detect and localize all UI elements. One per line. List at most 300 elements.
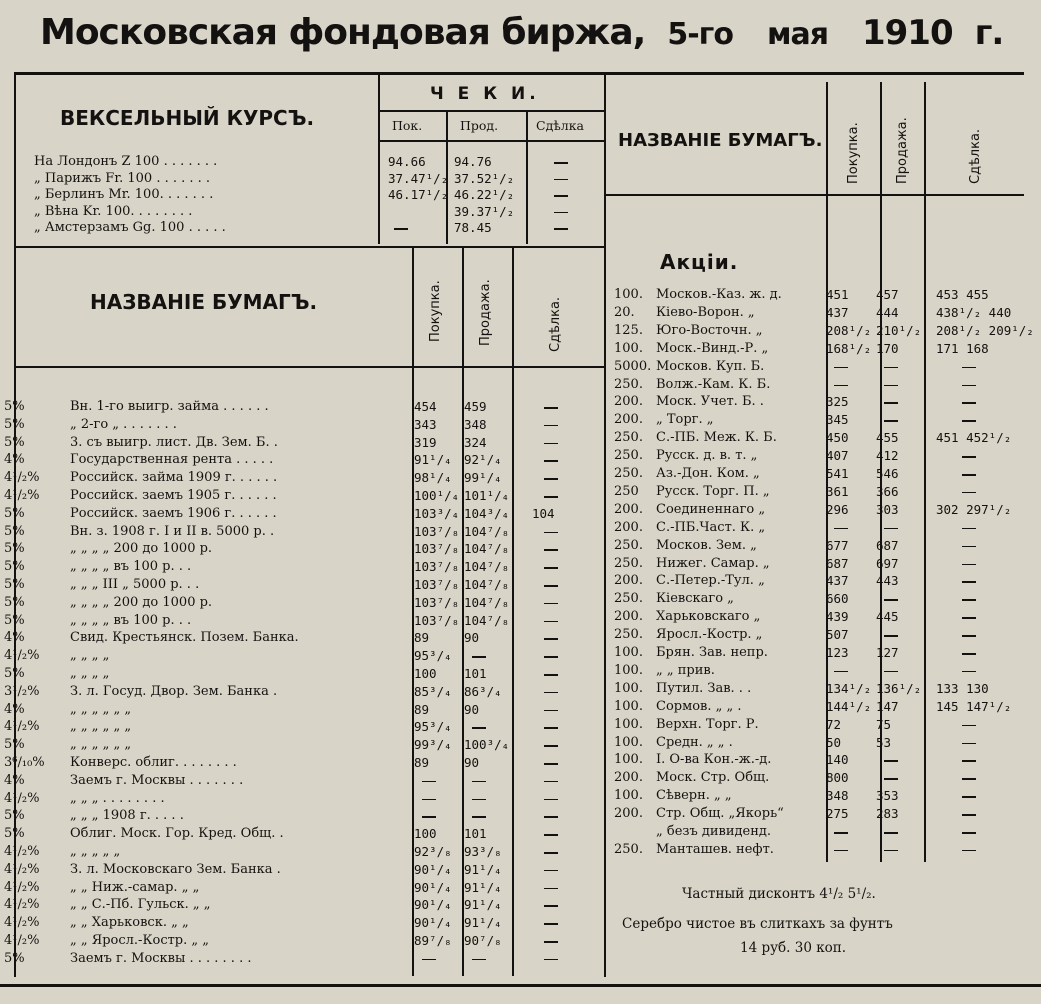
shares-row-name: Кіево-Ворон. „ bbox=[656, 304, 755, 320]
bonds-row-name: „ „ „ „ 200 до 1000 р. bbox=[70, 541, 213, 557]
shares-section-title: Акціи. bbox=[660, 250, 739, 274]
shares-row-name: Русск. д. в. т. „ bbox=[656, 448, 758, 464]
bonds-row-deal-dash bbox=[544, 727, 558, 729]
bonds-row-buy-dash bbox=[422, 816, 436, 818]
bonds-row-sell: 101¹/₄ bbox=[464, 488, 510, 503]
shares-row bbox=[606, 287, 1036, 302]
bonds-row-rate: 5% bbox=[4, 808, 25, 824]
shares-row-deal-dash bbox=[962, 760, 976, 762]
bonds-row-deal-dash bbox=[544, 674, 558, 676]
shares-row-name: „ „ прив. bbox=[656, 662, 715, 678]
shares-row-sell: 136¹/₂ bbox=[876, 680, 922, 696]
shares-row-sell-dash bbox=[884, 850, 898, 852]
shares-row-buy-dash bbox=[834, 850, 848, 852]
bonds-row-deal-dash bbox=[544, 888, 558, 890]
shares-row-sell: 445 bbox=[876, 609, 899, 625]
shares-row-sell: 455 bbox=[876, 430, 899, 446]
bonds-row-rate: 5% bbox=[4, 523, 25, 539]
bonds-row bbox=[4, 701, 604, 717]
bonds-row bbox=[4, 933, 604, 948]
bonds-row bbox=[4, 559, 604, 575]
shares-row bbox=[606, 645, 1036, 660]
shares-row-deal: 208¹/₂ 209¹/₂ bbox=[936, 322, 1034, 338]
bonds-row-buy: 103⁷/₈ bbox=[414, 612, 460, 628]
shares-col-deal: Сдѣлка. bbox=[968, 128, 983, 184]
shares-row-deal: 171 168 bbox=[936, 340, 989, 356]
shares-row bbox=[606, 466, 1036, 481]
bonds-row-name: „ „ Ниж.-самар. „ „ bbox=[70, 879, 200, 895]
shares-row-deal-dash bbox=[962, 635, 976, 637]
shares-row-buy: 348 bbox=[826, 788, 849, 804]
bonds-row-name: З. л. Госуд. Двор. Зем. Банка . bbox=[70, 683, 278, 699]
bonds-row-sell: 86³/₄ bbox=[464, 683, 502, 699]
bonds-row-deal-dash bbox=[544, 692, 558, 694]
shares-row-sell: 127 bbox=[876, 645, 899, 660]
bonds-row-deal: 104 bbox=[532, 505, 555, 521]
bonds-row-name: Вн. 1-го выигр. займа . . . . . . bbox=[70, 399, 269, 414]
shares-row-deal-dash bbox=[962, 671, 976, 673]
shares-row-nominal: 20. bbox=[614, 304, 635, 320]
shares-row-sell: 353 bbox=[876, 788, 899, 804]
bonds-row-sell: 90 bbox=[464, 755, 480, 770]
bonds-row-rate: 5% bbox=[4, 505, 25, 521]
bonds-row-sell: 104⁷/₈ bbox=[464, 612, 510, 628]
shares-row-nominal: 100. bbox=[614, 716, 643, 732]
bonds-row-buy: 92³/₈ bbox=[414, 844, 452, 859]
bills-row-buy: 37.47¹/₂ bbox=[388, 170, 449, 186]
shares-row-deal-dash bbox=[962, 617, 976, 619]
bonds-row-name: „ „ Яросл.-Костр. „ „ bbox=[70, 933, 209, 948]
bonds-row-buy: 91¹/₄ bbox=[414, 452, 452, 468]
bonds-row-name: Свид. Крестьянск. Позем. Банка. bbox=[70, 630, 299, 646]
bills-table bbox=[16, 154, 604, 246]
shares-row-buy: 325 bbox=[826, 394, 849, 410]
bonds-row-rate: 4¹/₂% bbox=[4, 897, 40, 913]
bonds-row-sell: 348 bbox=[464, 416, 487, 432]
shares-row-name: Аз.-Дон. Ком. „ bbox=[656, 466, 760, 481]
bonds-row-sell: 91¹/₄ bbox=[464, 861, 502, 877]
bonds-row-rate: 5% bbox=[4, 950, 25, 966]
bonds-row-buy: 89 bbox=[414, 755, 430, 770]
shares-row-name: Яросл.-Костр. „ bbox=[656, 627, 763, 643]
bonds-row-deal-dash bbox=[544, 834, 558, 836]
shares-row-deal: 133 130 bbox=[936, 680, 989, 696]
bonds-row-rate: 4% bbox=[4, 772, 25, 788]
shares-row-buy: 134¹/₂ bbox=[826, 680, 872, 696]
shares-row-deal: 438¹/₂ 440 bbox=[936, 304, 1012, 320]
shares-row-buy: 296 bbox=[826, 501, 849, 517]
shares-row-nominal: 200. bbox=[614, 573, 643, 589]
bonds-row-sell: 99¹/₄ bbox=[464, 470, 502, 486]
bonds-header-rule bbox=[14, 366, 604, 368]
bonds-row bbox=[4, 399, 604, 414]
shares-row-name: Путил. Зав. . . bbox=[656, 680, 752, 696]
bonds-row-rate: 4% bbox=[4, 701, 25, 717]
bills-row-name: „ Вѣна Kr. 100. . . . . . . . bbox=[34, 203, 193, 219]
shares-row-sell: 53 bbox=[876, 734, 892, 750]
bonds-row-buy: 89 bbox=[414, 701, 430, 717]
bonds-row-name: „ „ „ „ въ 100 р. . . bbox=[70, 559, 192, 575]
shares-row-buy: 275 bbox=[826, 806, 849, 822]
bonds-row-name: „ „ Харьковск. „ „ bbox=[70, 915, 189, 931]
shares-row-name: Моск. Стр. Общ. bbox=[656, 770, 770, 786]
shares-col-sell: Продажа. bbox=[895, 117, 910, 184]
bonds-row-sell: 324 bbox=[464, 434, 487, 450]
bonds-row-deal-dash bbox=[544, 870, 558, 872]
shares-row-buy: 72 bbox=[826, 716, 842, 732]
bonds-row-buy: 89 bbox=[414, 630, 430, 646]
bonds-row bbox=[4, 844, 604, 859]
bonds-row bbox=[4, 648, 604, 664]
bonds-row bbox=[4, 861, 604, 877]
shares-row-buy-dash bbox=[834, 367, 848, 369]
shares-row bbox=[606, 341, 1036, 356]
bonds-row-rate: 5% bbox=[4, 434, 25, 450]
shares-row-nominal: 100. bbox=[614, 752, 643, 768]
bonds-row-sell-dash bbox=[472, 656, 486, 658]
bonds-col-buy: Покупка. bbox=[428, 280, 443, 342]
shares-row-deal-dash bbox=[962, 832, 976, 834]
bonds-row-name: „ „ „ „ 200 до 1000 р. bbox=[70, 594, 213, 610]
shares-row-deal-dash bbox=[962, 850, 976, 852]
shares-row bbox=[606, 448, 1036, 463]
shares-row-name: С.-Петер.-Тул. „ bbox=[656, 573, 765, 589]
shares-row bbox=[606, 717, 1036, 732]
header-day: 5-го bbox=[667, 17, 733, 52]
header-month: мая bbox=[766, 17, 828, 52]
bonds-row-name: „ „ „ „ „ bbox=[70, 844, 121, 859]
shares-row-sell: 444 bbox=[876, 304, 899, 320]
bonds-row-sell: 90 bbox=[464, 630, 480, 646]
shares-row-nominal: 250. bbox=[614, 466, 643, 481]
bonds-row bbox=[4, 416, 604, 432]
bills-row-sell: 78.45 bbox=[454, 220, 492, 235]
shares-row-buy: 507 bbox=[826, 627, 849, 643]
bills-row bbox=[16, 171, 604, 186]
shares-row bbox=[606, 377, 1036, 392]
bonds-row-deal-dash bbox=[544, 763, 558, 765]
bonds-row-buy-dash bbox=[422, 781, 436, 783]
bonds-row-buy: 90¹/₄ bbox=[414, 897, 452, 913]
bonds-row bbox=[4, 577, 604, 592]
shares-row-sell: 546 bbox=[876, 466, 899, 481]
bonds-row-deal-dash bbox=[544, 638, 558, 640]
bonds-row-deal-dash bbox=[544, 816, 558, 818]
shares-row bbox=[606, 556, 1036, 571]
shares-row-name: Волж.-Кам. К. Б. bbox=[656, 376, 771, 392]
shares-row-nominal: 250. bbox=[614, 430, 643, 446]
bonds-row-name: „ „ „ III „ 5000 р. . . bbox=[70, 577, 200, 592]
shares-row bbox=[606, 806, 1036, 821]
bonds-row-deal-dash bbox=[544, 407, 558, 409]
shares-row-name: С.-ПБ.Част. К. „ bbox=[656, 519, 766, 535]
shares-row-buy: 450 bbox=[826, 430, 849, 446]
shares-row-nominal: 250. bbox=[614, 448, 643, 464]
bonds-row-deal-dash bbox=[544, 905, 558, 907]
shares-row-buy: 437 bbox=[826, 304, 849, 320]
shares-row-sell-dash bbox=[884, 832, 898, 834]
bonds-row bbox=[4, 772, 604, 788]
shares-row-name: „ безъ дивиденд. bbox=[656, 824, 772, 839]
bonds-row-buy-dash bbox=[422, 799, 436, 801]
shares-row-sell: 303 bbox=[876, 501, 899, 517]
shares-row-deal: 302 297¹/₂ bbox=[936, 501, 1012, 517]
bonds-row-rate: 5% bbox=[4, 594, 25, 610]
bonds-row-deal-dash bbox=[544, 656, 558, 658]
bonds-row-sell-dash bbox=[472, 799, 486, 801]
bonds-row-deal-dash bbox=[544, 710, 558, 712]
bonds-row-rate: 4¹/₂% bbox=[4, 933, 40, 948]
bills-row-buy-dash bbox=[394, 228, 408, 230]
shares-row bbox=[606, 502, 1036, 517]
bonds-row-rate: 4¹/₂% bbox=[4, 879, 40, 895]
bonds-row bbox=[4, 737, 604, 753]
shares-row-nominal: 100. bbox=[614, 662, 643, 678]
shares-row-buy: 123 bbox=[826, 645, 849, 660]
shares-row-deal-dash bbox=[962, 528, 976, 530]
shares-row-sell-dash bbox=[884, 528, 898, 530]
shares-row-nominal: 200. bbox=[614, 609, 643, 625]
bonds-row-buy: 454 bbox=[414, 399, 437, 414]
bonds-row bbox=[4, 826, 604, 842]
bonds-row-sell: 104³/₄ bbox=[464, 505, 510, 521]
bonds-row-rate: 4¹/₂% bbox=[4, 648, 40, 664]
bills-bottom-rule bbox=[14, 246, 604, 248]
bonds-row-buy: 98¹/₄ bbox=[414, 470, 452, 486]
shares-row-name: Моск.-Винд.-Р. „ bbox=[656, 340, 769, 356]
bonds-row-deal-dash bbox=[544, 621, 558, 623]
bonds-row-buy: 343 bbox=[414, 416, 437, 432]
shares-row-name: Юго-Восточн. „ bbox=[656, 322, 763, 338]
shares-row-buy: 208¹/₂ bbox=[826, 322, 872, 338]
shares-title: НАЗВАНІЕ БУМАГЪ. bbox=[618, 130, 823, 151]
bonds-row bbox=[4, 541, 604, 557]
bonds-row-deal-dash bbox=[544, 799, 558, 801]
bills-row-buy: 46.17¹/₂ bbox=[388, 187, 449, 202]
bonds-row-deal-dash bbox=[544, 923, 558, 925]
bonds-row-sell: 90 bbox=[464, 701, 480, 717]
bonds-row-sell-dash bbox=[472, 781, 486, 783]
bonds-row-name: „ „ „ „ „ „ bbox=[70, 701, 132, 717]
shares-row-buy: 407 bbox=[826, 448, 849, 464]
bonds-row bbox=[4, 612, 604, 628]
shares-row-buy: 168¹/₂ bbox=[826, 340, 872, 356]
shares-row bbox=[606, 323, 1036, 338]
shares-row-name: I. О-ва Кон.-ж.-д. bbox=[656, 752, 772, 768]
bonds-row-buy: 103⁷/₈ bbox=[414, 559, 460, 575]
shares-row bbox=[606, 681, 1036, 696]
bonds-row-rate: 5% bbox=[4, 541, 25, 557]
shares-row-buy: 437 bbox=[826, 573, 849, 589]
shares-row-buy: 800 bbox=[826, 770, 849, 786]
shares-row-buy-dash bbox=[834, 671, 848, 673]
shares-row-name: Манташев. нефт. bbox=[656, 841, 774, 857]
bonds-row-buy: 85³/₄ bbox=[414, 683, 452, 699]
bonds-row-name: „ „ „ „ bbox=[70, 648, 110, 664]
shares-row-sell-dash bbox=[884, 367, 898, 369]
shares-row-buy: 345 bbox=[826, 412, 849, 428]
shares-row-sell: 697 bbox=[876, 555, 899, 571]
bonds-row-rate: 4¹/₂% bbox=[4, 844, 40, 859]
shares-row-nominal: 200. bbox=[614, 501, 643, 517]
bonds-row-sell: 104⁷/₈ bbox=[464, 594, 510, 610]
shares-row-nominal: 100. bbox=[614, 287, 643, 302]
bonds-row bbox=[4, 755, 604, 770]
shares-row-nominal: 250 bbox=[614, 483, 639, 499]
shares-row-deal-dash bbox=[962, 725, 976, 727]
bonds-row-buy: 103⁷/₈ bbox=[414, 523, 460, 539]
shares-row bbox=[606, 394, 1036, 409]
bonds-row bbox=[4, 897, 604, 913]
shares-row-nominal: 200. bbox=[614, 412, 643, 428]
shares-row-name: Стр. Общ. „Якорь“ bbox=[656, 806, 784, 822]
shares-row-nominal: 100. bbox=[614, 645, 643, 660]
bonds-row-rate: 5% bbox=[4, 737, 25, 753]
bills-row-name: „ Берлинъ Mr. 100. . . . . . . bbox=[34, 187, 214, 202]
shares-row bbox=[606, 752, 1036, 767]
bonds-row-deal-dash bbox=[544, 567, 558, 569]
shares-row-buy: 660 bbox=[826, 591, 849, 607]
bills-row-deal-dash bbox=[554, 212, 568, 214]
shares-row-deal-dash bbox=[962, 796, 976, 798]
shares-row-sell-dash bbox=[884, 635, 898, 637]
shares-row-sell: 210¹/₂ bbox=[876, 322, 922, 338]
shares-row-buy: 541 bbox=[826, 466, 849, 481]
shares-row-deal-dash bbox=[962, 778, 976, 780]
shares-row bbox=[606, 663, 1036, 678]
bonds-col-deal: Сдѣлка. bbox=[548, 296, 563, 352]
shares-row-name: Москов. Куп. Б. bbox=[656, 358, 765, 374]
bonds-row bbox=[4, 505, 604, 521]
shares-header-rule bbox=[606, 194, 1024, 196]
bonds-row-buy: 100¹/₄ bbox=[414, 488, 460, 503]
bonds-row-sell: 104⁷/₈ bbox=[464, 577, 510, 592]
shares-row-nominal: 250. bbox=[614, 591, 643, 607]
shares-row-buy-dash bbox=[834, 528, 848, 530]
bonds-row-name: Государственная рента . . . . . bbox=[70, 452, 274, 468]
shares-row-deal-dash bbox=[962, 581, 976, 583]
bonds-row-buy: 95³/₄ bbox=[414, 648, 452, 664]
shares-row bbox=[606, 359, 1036, 374]
bonds-row-name: Заемъ г. Москвы . . . . . . . bbox=[70, 772, 244, 788]
shares-row-deal-dash bbox=[962, 564, 976, 566]
shares-row-nominal: 200. bbox=[614, 394, 643, 410]
bonds-row-deal-dash bbox=[544, 549, 558, 551]
shares-row bbox=[606, 609, 1036, 624]
shares-row-sell: 147 bbox=[876, 698, 899, 714]
bonds-row bbox=[4, 434, 604, 450]
shares-row-name: Брян. Зав. непр. bbox=[656, 645, 768, 660]
header-year: 1910 bbox=[861, 13, 953, 53]
bonds-row-rate: 5% bbox=[4, 826, 25, 842]
bonds-row-name: Российск. заемъ 1905 г. . . . . . bbox=[70, 488, 277, 503]
bonds-row-sell: 93³/₈ bbox=[464, 844, 502, 859]
bonds-row-deal-dash bbox=[544, 781, 558, 783]
shares-row-buy: 361 bbox=[826, 483, 849, 499]
bonds-row-sell: 91¹/₄ bbox=[464, 879, 502, 895]
shares-row-sell-dash bbox=[884, 671, 898, 673]
bills-title: ВЕКСЕЛЬНЫЙ КУРСЪ. bbox=[60, 106, 315, 130]
header-title: Московская фондовая биржа, bbox=[40, 12, 646, 53]
bonds-row-name: „ „ С.-Пб. Гульск. „ „ bbox=[70, 897, 211, 913]
shares-row-name: Верхн. Торг. Р. bbox=[656, 716, 759, 732]
shares-row bbox=[606, 484, 1036, 499]
bonds-row-buy: 90¹/₄ bbox=[414, 879, 452, 895]
bonds-row-sell: 90⁷/₈ bbox=[464, 933, 502, 948]
bonds-row bbox=[4, 950, 604, 966]
bonds-row-sell-dash bbox=[472, 959, 486, 961]
shares-row-name: Сѣверн. „ „ bbox=[656, 788, 732, 804]
shares-row-name: Сормов. „ „ . bbox=[656, 698, 742, 714]
bonds-row-sell: 104⁷/₈ bbox=[464, 541, 510, 557]
shares-row bbox=[606, 842, 1036, 857]
bills-row-deal-dash bbox=[554, 162, 568, 164]
bonds-row-name: Российск. займа 1909 г. . . . . . bbox=[70, 470, 278, 486]
bonds-row-deal-dash bbox=[544, 496, 558, 498]
shares-row bbox=[606, 824, 1036, 839]
bonds-row-buy: 90¹/₄ bbox=[414, 915, 452, 931]
shares-row-nominal: 200. bbox=[614, 519, 643, 535]
bonds-row-name: „ 2-го „ . . . . . . . bbox=[70, 416, 177, 432]
bills-header-rule bbox=[380, 140, 604, 142]
bonds-row-buy: 319 bbox=[414, 434, 437, 450]
bonds-row-rate: 3¹/₂% bbox=[4, 683, 40, 699]
bonds-row-rate: 3⁶/₁₀% bbox=[4, 755, 45, 770]
shares-row-sell: 457 bbox=[876, 287, 899, 302]
shares-row-sell: 366 bbox=[876, 483, 899, 499]
bonds-row bbox=[4, 523, 604, 539]
bonds-row bbox=[4, 808, 604, 824]
bonds-row-sell: 459 bbox=[464, 399, 487, 414]
bonds-row-buy: 99³/₄ bbox=[414, 737, 452, 753]
bonds-row-name: „ „ „ 1908 г. . . . . bbox=[70, 808, 184, 824]
shares-row-nominal: 100. bbox=[614, 340, 643, 356]
shares-row-nominal: 100. bbox=[614, 698, 643, 714]
bonds-row-sell: 104⁷/₈ bbox=[464, 523, 510, 539]
shares-row-sell: 75 bbox=[876, 716, 892, 732]
bonds-row bbox=[4, 879, 604, 895]
bills-col-deal: Сдѣлка bbox=[536, 118, 585, 133]
bonds-row-sell: 91¹/₄ bbox=[464, 915, 502, 931]
shares-row-sell: 412 bbox=[876, 448, 899, 464]
shares-row-name: С.-ПБ. Меж. К. Б. bbox=[656, 430, 777, 446]
bills-col-buy: Пок. bbox=[392, 118, 423, 133]
bonds-row-rate: 4¹/₂% bbox=[4, 488, 40, 503]
shares-row-sell-dash bbox=[884, 420, 898, 422]
shares-col-buy: Покупка. bbox=[846, 122, 861, 184]
shares-row-buy: 439 bbox=[826, 609, 849, 625]
shares-row-nominal: 5000. bbox=[614, 358, 652, 374]
shares-row-name: Кіевскаго „ bbox=[656, 591, 734, 607]
bonds-row-name: „ „ „ „ „ „ bbox=[70, 719, 132, 735]
silver-price-line2: 14 руб. 30 коп. bbox=[740, 940, 847, 956]
shares-row-deal-dash bbox=[962, 474, 976, 476]
bonds-row bbox=[4, 683, 604, 699]
shares-row-nominal: 250. bbox=[614, 555, 643, 571]
bills-row bbox=[16, 187, 604, 202]
shares-row bbox=[606, 305, 1036, 320]
shares-row bbox=[606, 627, 1036, 642]
shares-row-deal: 451 452¹/₂ bbox=[936, 430, 1012, 446]
bonds-row-deal-dash bbox=[544, 478, 558, 480]
shares-row-deal-dash bbox=[962, 420, 976, 422]
bonds-table bbox=[4, 399, 604, 969]
shares-row-buy: 451 bbox=[826, 287, 849, 302]
shares-row-name: Русск. Торг. П. „ bbox=[656, 483, 770, 499]
bonds-row bbox=[4, 594, 604, 610]
bonds-row bbox=[4, 452, 604, 468]
shares-row-name: „ Торг. „ bbox=[656, 412, 714, 428]
